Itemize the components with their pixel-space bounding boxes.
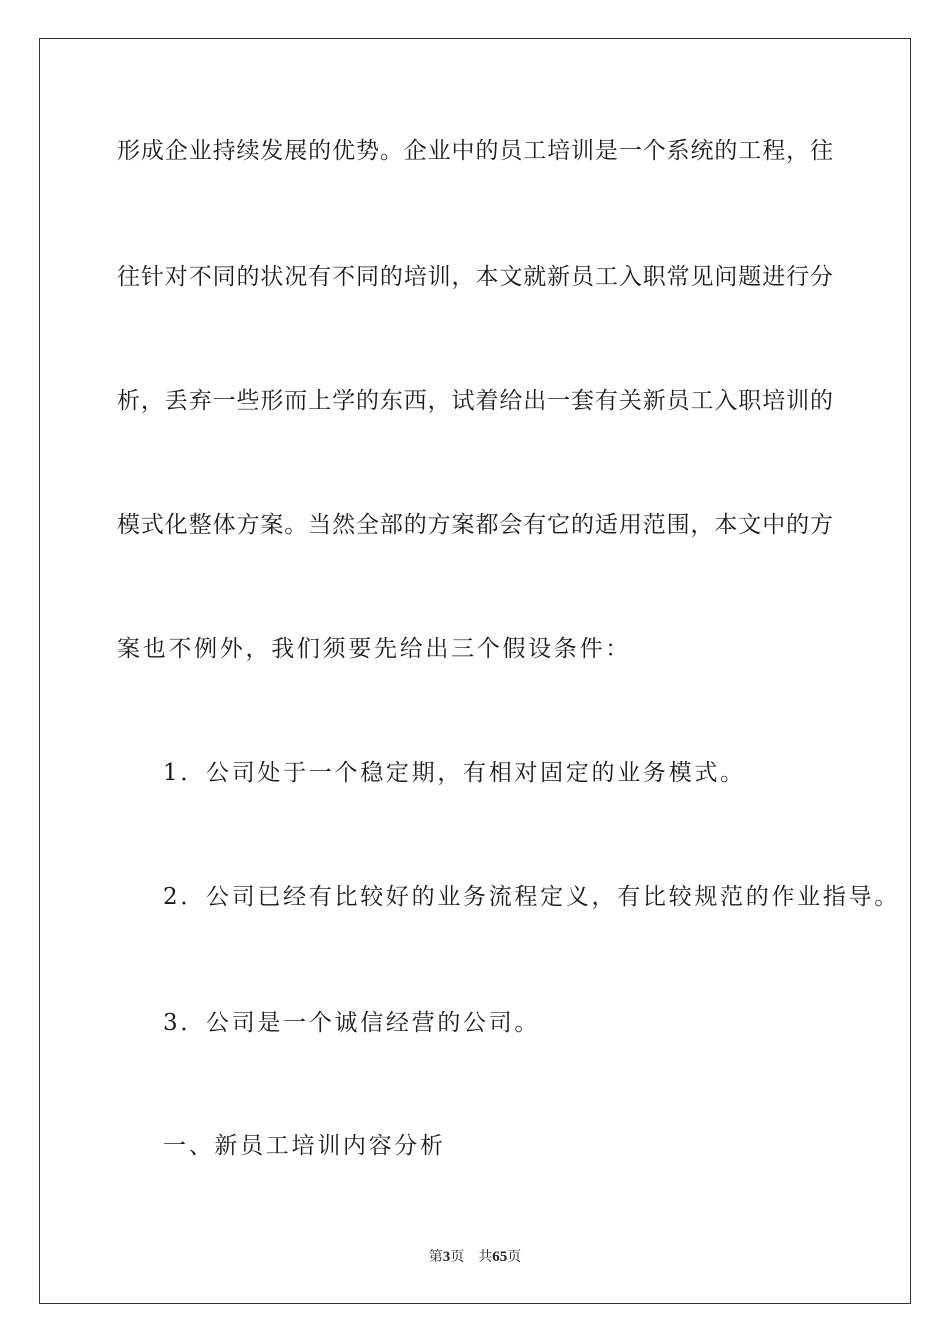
total-suffix: 页 [507, 1249, 522, 1265]
paragraph-line-1: 形成企业持续发展的优势。企业中的员工培训是一个系统的工程，往 [117, 138, 833, 164]
paragraph-line-3: 析，丢弃一些形而上学的东西，试着给出一套有关新员工入职培训的 [117, 388, 833, 414]
paragraph-line-2: 往针对不同的状况有不同的培训，本文就新员工入职常见问题进行分 [117, 264, 833, 290]
page-number: 3 [442, 1249, 451, 1265]
page-border [39, 38, 911, 1304]
section-heading: 一、新员工培训内容分析 [163, 1133, 446, 1159]
list-item: 3．公司是一个诚信经营的公司。 [163, 1010, 541, 1036]
total-prefix: 共 [478, 1249, 493, 1265]
list-item: 2．公司已经有比较好的业务流程定义，有比较规范的作业指导。 [163, 884, 900, 910]
page-suffix: 页 [450, 1249, 465, 1265]
total-pages: 65 [492, 1249, 508, 1265]
page-prefix: 第 [428, 1249, 443, 1265]
paragraph-line-4: 模式化整体方案。当然全部的方案都会有它的适用范围，本文中的方 [117, 512, 833, 538]
paragraph-line-5: 案也不例外，我们须要先给出三个假设条件： [117, 636, 631, 662]
page-footer [0, 1248, 950, 1266]
list-item: 1．公司处于一个稳定期，有相对固定的业务模式。 [163, 760, 746, 786]
